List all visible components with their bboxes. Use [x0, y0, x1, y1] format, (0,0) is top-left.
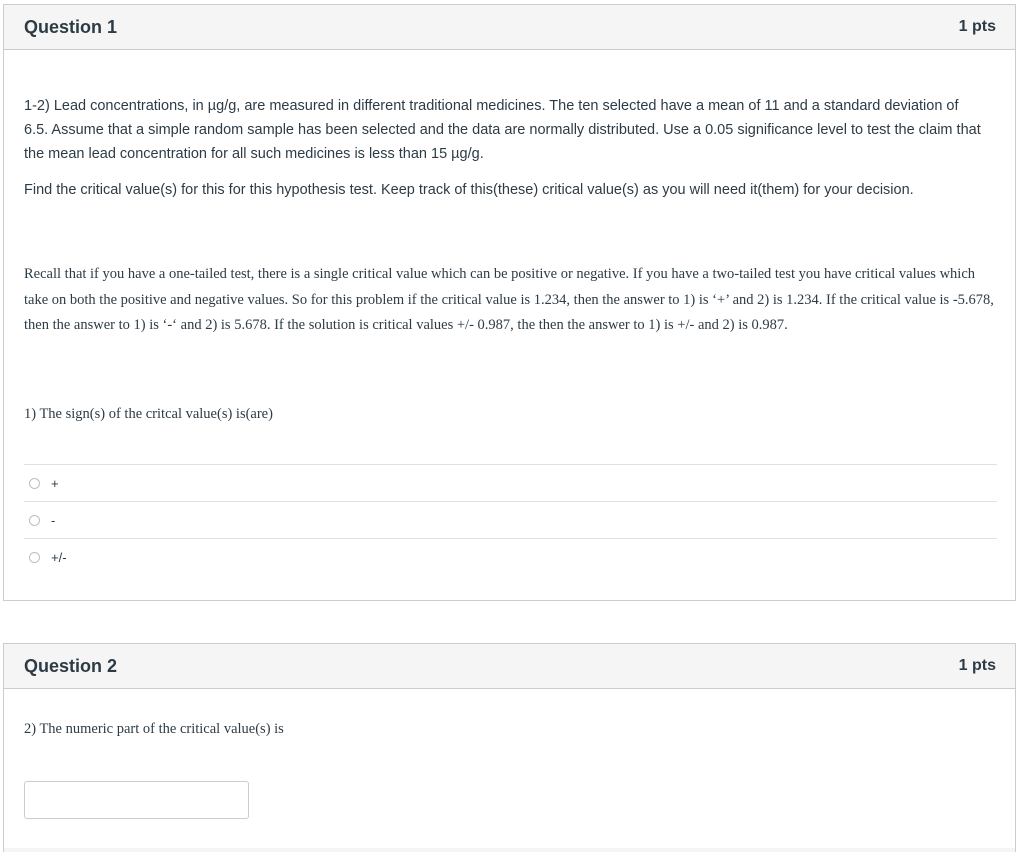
question-2-card — [3, 643, 1016, 852]
question-1-header — [4, 5, 1015, 50]
question-2-body — [4, 689, 1015, 852]
question-1-points: 1 pts — [958, 18, 996, 35]
radio-button[interactable] — [29, 515, 40, 526]
answer-list — [24, 464, 997, 576]
question-2-points: 1 pts — [958, 657, 996, 674]
answer-option-minus[interactable] — [24, 502, 997, 539]
question-1-subquestion: 1) The sign(s) of the critcal value(s) is(are) — [24, 406, 273, 422]
question-2-prompt: 2) The numeric part of the critical value(s) is — [24, 721, 284, 737]
question-1-prompt: 1-2) Lead concentrations, in µg/g, are measured in different traditional medicines. The ten selected have a mean of 11 and a standard deviation of 6.5. Assume that a simple random sample has been selected and the data are normally distributed. Use a 0.05 significance level to test the claim that the mean lead concentration for all such medicines is less than 15 µg/g. — [24, 98, 981, 162]
question-1-instruction: Find the critical value(s) for this for this hypothesis test. Keep track of this(these) critical value(s) as you will need it(them) for your decision. — [24, 182, 914, 198]
answer-label: + — [51, 475, 59, 491]
radio-button[interactable] — [29, 552, 40, 563]
radio-button[interactable] — [29, 478, 40, 489]
question-1-title: Question 1 — [24, 16, 118, 37]
question-1-card — [3, 4, 1016, 601]
question-2-footer — [4, 848, 1015, 852]
answer-option-plus-minus[interactable] — [24, 539, 997, 576]
question-2-title: Question 2 — [24, 655, 118, 676]
answer-label: - — [51, 512, 56, 528]
answer-option-plus[interactable] — [24, 465, 997, 502]
numeric-answer-input[interactable] — [24, 781, 249, 819]
question-1-recall-note: Recall that if you have a one-tailed test, there is a single critical value which can be positive or negative. If you have a two-tailed test you have critical values which take on both the positive and negative values. So for this problem if the critical value is 1.234, then the answer to 1) is ‘+’ and 2) is 1.234. If the critical value is -5.678, then the answer to 1) is ‘-‘ and 2) is 5.678. If the solution is critical values +/- 0.987, the then the answer to 1) is +/- and 2) is 0.987. — [24, 266, 994, 333]
question-2-header — [4, 644, 1015, 689]
answer-label: +/- — [51, 550, 67, 565]
